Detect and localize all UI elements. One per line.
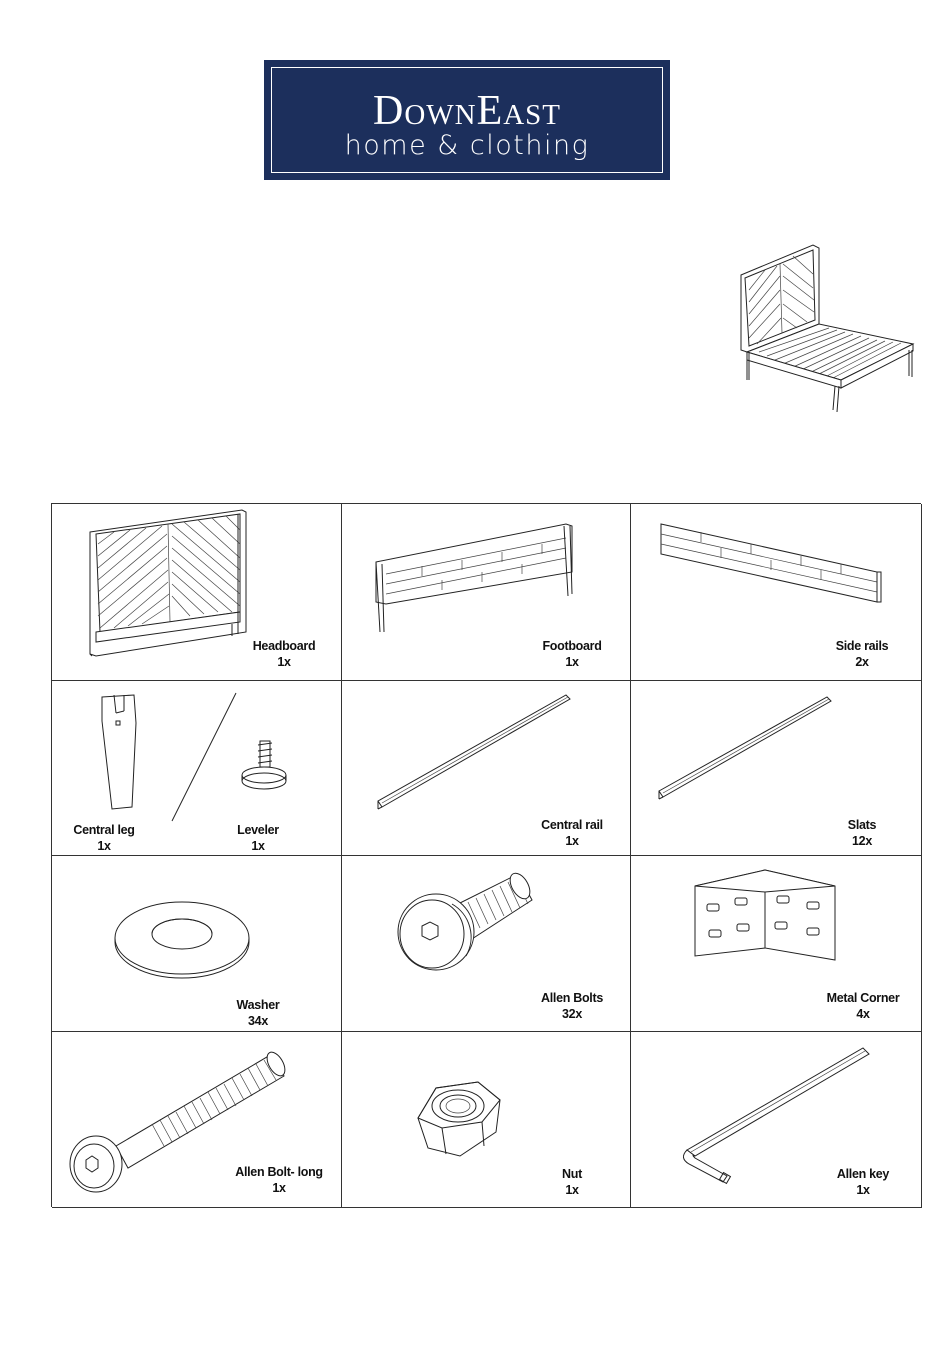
part-cell-washer	[52, 856, 342, 1032]
part-name: Metal Corner	[826, 991, 900, 1005]
part-cell-headboard	[52, 504, 342, 681]
part-label	[248, 638, 320, 670]
part-label	[827, 817, 897, 849]
parts-list-grid	[51, 503, 921, 1207]
part-label	[62, 822, 146, 854]
part-qty: 1x	[565, 834, 579, 848]
part-name: Footboard	[542, 639, 602, 653]
part-name: Allen Bolts	[541, 991, 603, 1005]
part-name: Central leg	[73, 823, 135, 837]
part-qty: 1x	[565, 1183, 579, 1197]
part-label	[538, 638, 606, 670]
part-cell-central-leg-leveler	[52, 681, 342, 856]
part-label	[532, 817, 612, 849]
part-name: Nut	[562, 1167, 582, 1181]
part-name: Slats	[847, 818, 877, 832]
washer-illustration	[52, 856, 342, 1032]
part-label	[538, 1166, 606, 1198]
part-qty: 1x	[277, 655, 291, 669]
part-cell-nut	[342, 1032, 631, 1208]
part-label	[232, 1164, 326, 1196]
assembled-bed-illustration	[735, 240, 920, 418]
brand-logo	[264, 60, 670, 180]
logo-brand-name: DownEast	[372, 88, 562, 134]
part-label	[222, 997, 294, 1029]
part-qty: 2x	[855, 655, 869, 669]
part-cell-central-rail	[342, 681, 631, 856]
part-qty: 1x	[251, 839, 265, 853]
part-name: Headboard	[252, 639, 316, 653]
part-qty: 1x	[97, 839, 111, 853]
part-cell-metal-corner	[631, 856, 922, 1032]
part-name: Central rail	[541, 818, 603, 832]
part-qty: 34x	[248, 1014, 268, 1028]
part-cell-allen-bolts	[342, 856, 631, 1032]
part-label	[226, 822, 290, 854]
part-name: Allen key	[836, 1167, 890, 1181]
part-qty: 1x	[856, 1183, 870, 1197]
part-label	[827, 1166, 899, 1198]
part-cell-allen-bolt-long	[52, 1032, 342, 1208]
part-cell-slats	[631, 681, 922, 856]
logo-frame	[271, 67, 663, 173]
part-qty: 1x	[272, 1181, 286, 1195]
part-qty: 4x	[856, 1007, 870, 1021]
part-label	[532, 990, 612, 1022]
logo-tagline: home & clothing	[344, 130, 590, 161]
part-name: Leveler	[237, 823, 279, 837]
part-qty: 32x	[562, 1007, 582, 1021]
part-name: Allen Bolt- long	[235, 1165, 323, 1179]
part-name: Side rails	[835, 639, 889, 653]
part-label	[827, 638, 897, 670]
part-cell-footboard	[342, 504, 631, 681]
part-qty: 1x	[565, 655, 579, 669]
part-label	[821, 990, 905, 1022]
part-cell-side-rails	[631, 504, 922, 681]
part-name: Washer	[236, 998, 280, 1012]
part-cell-allen-key	[631, 1032, 922, 1208]
part-qty: 12x	[852, 834, 872, 848]
